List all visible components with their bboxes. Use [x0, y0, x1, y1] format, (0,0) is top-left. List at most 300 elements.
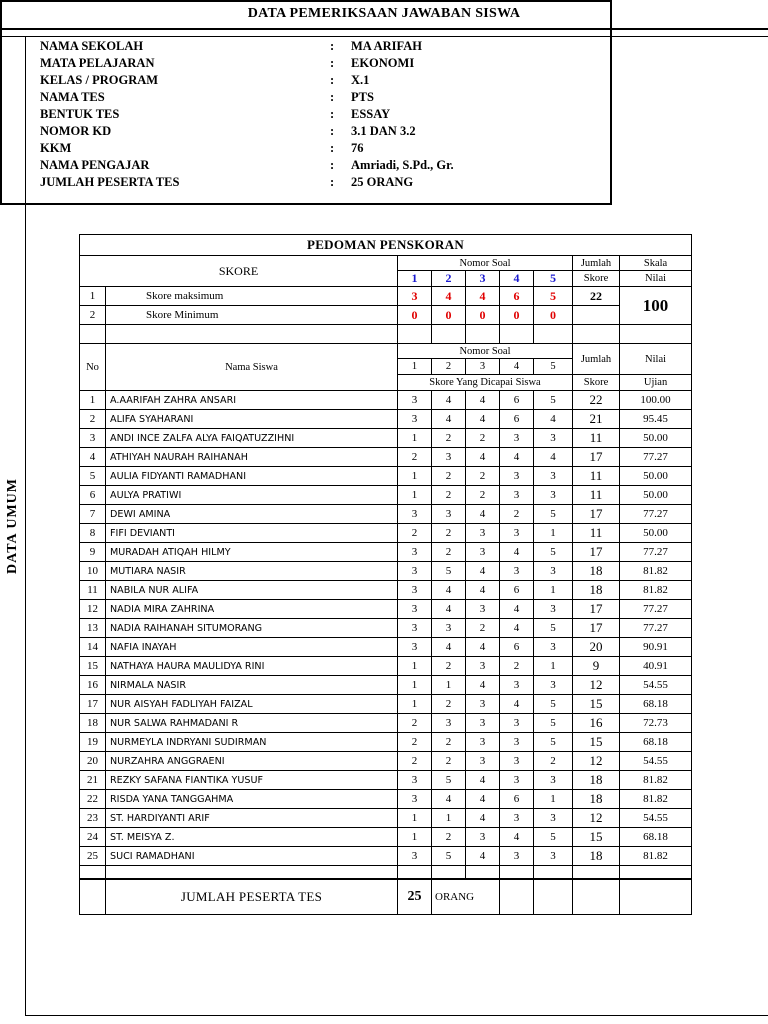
student-score: 2 [398, 448, 432, 467]
student-score: 2 [398, 733, 432, 752]
student-total: 20 [573, 638, 620, 657]
student-number: 24 [80, 828, 106, 847]
student-score: 3 [534, 467, 573, 486]
student-name: NADIA RAIHANAH SITUMORANG [106, 619, 398, 638]
info-label: KKM [40, 141, 72, 155]
footer-unit: ORANG [432, 879, 500, 915]
info-value: Amriadi, S.Pd., Gr. [351, 158, 454, 172]
student-total: 11 [573, 467, 620, 486]
row-label: Skore maksimum [106, 287, 398, 306]
student-score: 1 [534, 524, 573, 543]
student-nilai: 68.18 [620, 733, 692, 752]
student-number: 11 [80, 581, 106, 600]
student-name: FIFI DEVIANTI [106, 524, 398, 543]
student-nilai: 77.27 [620, 505, 692, 524]
student-row [80, 391, 692, 410]
info-colon: : [330, 175, 335, 189]
row-number: 1 [80, 287, 106, 306]
student-number: 15 [80, 657, 106, 676]
student-score: 4 [500, 695, 534, 714]
student-score: 1 [432, 809, 466, 828]
pedoman-title-row [80, 235, 692, 256]
student-score: 2 [432, 733, 466, 752]
soal-number: 2 [432, 271, 466, 287]
student-name: ALIFA SYAHARANI [106, 410, 398, 429]
student-score: 3 [534, 638, 573, 657]
student-name: RISDA YANA TANGGAHMA [106, 790, 398, 809]
max-score: 5 [534, 287, 573, 306]
side-label-column [0, 37, 26, 1015]
student-nilai: 68.18 [620, 695, 692, 714]
max-total: 22 [573, 287, 620, 306]
student-score: 5 [432, 847, 466, 866]
student-score: 3 [432, 714, 466, 733]
student-score: 3 [500, 752, 534, 771]
student-row [80, 619, 692, 638]
info-label: BENTUK TES [40, 107, 120, 121]
student-number: 5 [80, 467, 106, 486]
student-row [80, 410, 692, 429]
student-score: 1 [398, 676, 432, 695]
student-score: 5 [534, 714, 573, 733]
student-score: 3 [500, 771, 534, 790]
student-score: 1 [534, 657, 573, 676]
student-score: 3 [534, 429, 573, 448]
student-total: 21 [573, 410, 620, 429]
student-row [80, 752, 692, 771]
student-score: 2 [432, 752, 466, 771]
student-score: 1 [534, 581, 573, 600]
info-value: ESSAY [351, 107, 391, 121]
min-score: 0 [466, 306, 500, 325]
student-score: 2 [432, 486, 466, 505]
info-label: KELAS / PROGRAM [40, 73, 159, 87]
student-row [80, 828, 692, 847]
student-score: 3 [500, 486, 534, 505]
student-total: 9 [573, 657, 620, 676]
student-number: 3 [80, 429, 106, 448]
student-score: 6 [500, 391, 534, 410]
soal-number: 2 [432, 359, 466, 375]
soal-number: 3 [466, 271, 500, 287]
student-score: 3 [398, 638, 432, 657]
student-nilai: 54.55 [620, 676, 692, 695]
pedoman-header-row [80, 256, 692, 271]
student-row [80, 771, 692, 790]
student-nilai: 50.00 [620, 524, 692, 543]
student-score: 4 [500, 448, 534, 467]
student-score: 3 [432, 619, 466, 638]
skore-subheader: Skore [573, 375, 620, 391]
student-name: NAFIA INAYAH [106, 638, 398, 657]
student-score: 2 [432, 524, 466, 543]
student-score: 4 [466, 505, 500, 524]
nomor-soal-header: Nomor Soal [398, 344, 573, 359]
footer-row [80, 879, 692, 915]
student-nilai: 95.45 [620, 410, 692, 429]
student-score: 1 [534, 790, 573, 809]
min-score: 0 [398, 306, 432, 325]
nilai-header: Nilai [620, 344, 692, 375]
student-score: 3 [534, 809, 573, 828]
student-nilai: 54.55 [620, 752, 692, 771]
student-total: 12 [573, 752, 620, 771]
student-nilai: 54.55 [620, 809, 692, 828]
student-total: 17 [573, 543, 620, 562]
student-score: 4 [432, 638, 466, 657]
student-score: 1 [432, 676, 466, 695]
student-total: 12 [573, 809, 620, 828]
student-nilai: 81.82 [620, 581, 692, 600]
student-score: 4 [432, 790, 466, 809]
student-total: 18 [573, 771, 620, 790]
student-name: NATHAYA HAURA MAULIDYA RINI [106, 657, 398, 676]
student-score: 2 [398, 524, 432, 543]
student-score: 3 [398, 391, 432, 410]
student-name: SUCI RAMADHANI [106, 847, 398, 866]
info-value: 76 [351, 141, 364, 155]
student-name: ST. HARDIYANTI ARIF [106, 809, 398, 828]
info-colon: : [330, 107, 335, 121]
student-score: 1 [398, 695, 432, 714]
student-score: 5 [534, 543, 573, 562]
soal-number: 5 [534, 359, 573, 375]
student-score: 3 [500, 429, 534, 448]
student-name: A.AARIFAH ZAHRA ANSARI [106, 391, 398, 410]
max-score: 6 [500, 287, 534, 306]
student-score: 3 [466, 733, 500, 752]
info-value: 25 ORANG [351, 175, 414, 189]
student-row [80, 448, 692, 467]
side-label: DATA UMUM [4, 478, 20, 574]
info-label: NAMA SEKOLAH [40, 39, 144, 53]
student-row [80, 467, 692, 486]
student-score: 4 [432, 391, 466, 410]
nomor-soal-header: Nomor Soal [398, 256, 573, 271]
soal-number: 4 [500, 359, 534, 375]
student-name: ANDI INCE ZALFA ALYA FAIQATUZZIHNI [106, 429, 398, 448]
max-score: 4 [466, 287, 500, 306]
student-score: 4 [500, 600, 534, 619]
footer-count: 25 [398, 879, 432, 915]
student-name: NURMEYLA INDRYANI SUDIRMAN [106, 733, 398, 752]
student-nilai: 81.82 [620, 562, 692, 581]
row-label: Skore Minimum [106, 306, 398, 325]
no-header: No [80, 344, 106, 391]
student-name: DEWI AMINA [106, 505, 398, 524]
ujian-subheader: Ujian [620, 375, 692, 391]
student-number: 13 [80, 619, 106, 638]
student-score: 3 [466, 543, 500, 562]
student-score: 4 [466, 562, 500, 581]
student-score: 4 [534, 410, 573, 429]
nilai-subheader: Nilai [620, 271, 692, 287]
student-score: 4 [500, 619, 534, 638]
student-score: 3 [534, 676, 573, 695]
row-number: 2 [80, 306, 106, 325]
student-row [80, 543, 692, 562]
student-score: 4 [466, 676, 500, 695]
student-number: 14 [80, 638, 106, 657]
student-name: MURADAH ATIQAH HILMY [106, 543, 398, 562]
info-label: MATA PELAJARAN [40, 56, 155, 70]
student-name: NUR SALWA RAHMADANI R [106, 714, 398, 733]
soal-number: 3 [466, 359, 500, 375]
student-score: 1 [398, 657, 432, 676]
student-number: 9 [80, 543, 106, 562]
student-total: 18 [573, 790, 620, 809]
min-score: 0 [432, 306, 466, 325]
spacer-row [80, 866, 692, 880]
student-total: 11 [573, 524, 620, 543]
student-score: 2 [432, 543, 466, 562]
student-score: 2 [398, 714, 432, 733]
student-score: 3 [466, 828, 500, 847]
student-row [80, 562, 692, 581]
student-row [80, 638, 692, 657]
pedoman-title: PEDOMAN PENSKORAN [80, 235, 692, 256]
student-name: ATHIYAH NAURAH RAIHANAH [106, 448, 398, 467]
student-number: 16 [80, 676, 106, 695]
student-row [80, 790, 692, 809]
student-score: 3 [398, 543, 432, 562]
student-number: 22 [80, 790, 106, 809]
student-number: 20 [80, 752, 106, 771]
student-score: 3 [500, 714, 534, 733]
skore-header: SKORE [80, 256, 398, 287]
student-score: 1 [398, 429, 432, 448]
student-score: 2 [466, 429, 500, 448]
student-score: 6 [500, 790, 534, 809]
info-label: JUMLAH PESERTA TES [40, 175, 180, 189]
student-score: 3 [398, 847, 432, 866]
student-number: 4 [80, 448, 106, 467]
student-score: 4 [466, 410, 500, 429]
student-score: 3 [398, 410, 432, 429]
student-score: 3 [500, 467, 534, 486]
student-nilai: 81.82 [620, 790, 692, 809]
student-name: NADIA MIRA ZAHRINA [106, 600, 398, 619]
info-value: MA ARIFAH [351, 39, 422, 53]
student-score: 2 [500, 505, 534, 524]
student-score: 4 [466, 847, 500, 866]
student-score: 3 [466, 600, 500, 619]
info-colon: : [330, 39, 335, 53]
student-score: 3 [466, 524, 500, 543]
min-score: 0 [500, 306, 534, 325]
divider [25, 1015, 768, 1024]
student-row [80, 847, 692, 866]
student-score: 5 [534, 391, 573, 410]
student-score: 3 [500, 562, 534, 581]
student-score: 2 [432, 429, 466, 448]
student-score: 4 [466, 771, 500, 790]
student-score: 2 [534, 752, 573, 771]
student-score: 6 [500, 638, 534, 657]
student-row [80, 676, 692, 695]
student-row [80, 809, 692, 828]
student-score: 4 [466, 809, 500, 828]
student-name: NIRMALA NASIR [106, 676, 398, 695]
info-colon: : [330, 56, 335, 70]
student-total: 15 [573, 828, 620, 847]
skala-header: Skala [620, 256, 692, 271]
student-number: 12 [80, 600, 106, 619]
pedoman-min-row [80, 306, 692, 325]
student-total: 16 [573, 714, 620, 733]
info-colon: : [330, 90, 335, 104]
student-number: 21 [80, 771, 106, 790]
student-total: 15 [573, 733, 620, 752]
student-score: 3 [534, 771, 573, 790]
student-row [80, 714, 692, 733]
student-number: 1 [80, 391, 106, 410]
student-score: 1 [398, 467, 432, 486]
student-nilai: 90.91 [620, 638, 692, 657]
jumlah-header: Jumlah [573, 256, 620, 271]
student-score: 3 [534, 600, 573, 619]
student-total: 15 [573, 695, 620, 714]
student-score: 1 [398, 486, 432, 505]
min-score: 0 [534, 306, 573, 325]
student-number: 23 [80, 809, 106, 828]
student-total: 18 [573, 847, 620, 866]
student-total: 22 [573, 391, 620, 410]
student-name: NUR AISYAH FADLIYAH FAIZAL [106, 695, 398, 714]
student-score: 3 [500, 676, 534, 695]
student-number: 17 [80, 695, 106, 714]
student-nilai: 81.82 [620, 847, 692, 866]
student-score: 3 [398, 562, 432, 581]
student-row [80, 581, 692, 600]
student-name: REZKY SAFANA FIANTIKA YUSUF [106, 771, 398, 790]
student-total: 18 [573, 562, 620, 581]
student-score: 5 [534, 733, 573, 752]
info-value: PTS [351, 90, 374, 104]
student-nilai: 50.00 [620, 486, 692, 505]
soal-number: 1 [398, 359, 432, 375]
student-nilai: 50.00 [620, 429, 692, 448]
info-label: NAMA PENGAJAR [40, 158, 150, 172]
student-score: 3 [398, 505, 432, 524]
student-name: AULYA PRATIWI [106, 486, 398, 505]
student-total: 17 [573, 600, 620, 619]
info-value: X.1 [351, 73, 370, 87]
student-total: 18 [573, 581, 620, 600]
student-number: 18 [80, 714, 106, 733]
student-nilai: 77.27 [620, 619, 692, 638]
soal-number: 4 [500, 271, 534, 287]
student-score: 3 [500, 847, 534, 866]
student-score: 2 [466, 467, 500, 486]
student-row [80, 486, 692, 505]
student-name: MUTIARA NASIR [106, 562, 398, 581]
student-score: 2 [432, 657, 466, 676]
student-score: 2 [432, 695, 466, 714]
student-row [80, 600, 692, 619]
student-score: 5 [432, 562, 466, 581]
student-score: 4 [466, 391, 500, 410]
max-score: 4 [432, 287, 466, 306]
student-nilai: 68.18 [620, 828, 692, 847]
student-number: 6 [80, 486, 106, 505]
student-score: 2 [432, 828, 466, 847]
student-number: 19 [80, 733, 106, 752]
student-score: 3 [398, 619, 432, 638]
student-score: 3 [398, 771, 432, 790]
info-colon: : [330, 158, 335, 172]
student-nilai: 50.00 [620, 467, 692, 486]
student-score: 4 [432, 581, 466, 600]
info-label: NAMA TES [40, 90, 105, 104]
student-nilai: 81.82 [620, 771, 692, 790]
student-score: 3 [398, 600, 432, 619]
spacer-row [80, 325, 692, 344]
student-score: 4 [432, 410, 466, 429]
student-score: 1 [398, 809, 432, 828]
student-score: 3 [398, 581, 432, 600]
student-row [80, 733, 692, 752]
skore-dicapai-header: Skore Yang Dicapai Siswa [398, 375, 573, 391]
info-value: EKONOMI [351, 56, 415, 70]
student-score: 2 [398, 752, 432, 771]
student-score: 5 [534, 505, 573, 524]
document-title: DATA PEMERIKSAAN JAWABAN SISWA [0, 0, 768, 30]
student-nilai: 72.73 [620, 714, 692, 733]
student-name: AULIA FIDYANTI RAMADHANI [106, 467, 398, 486]
student-score: 3 [466, 714, 500, 733]
student-score: 3 [466, 695, 500, 714]
info-colon: : [330, 73, 335, 87]
info-colon: : [330, 141, 335, 155]
student-score: 4 [466, 581, 500, 600]
info-label: NOMOR KD [40, 124, 112, 138]
student-score: 3 [500, 524, 534, 543]
min-total [573, 306, 620, 325]
student-score: 5 [432, 771, 466, 790]
divider [0, 30, 768, 37]
student-score: 2 [432, 467, 466, 486]
student-score: 6 [500, 581, 534, 600]
student-score: 4 [466, 638, 500, 657]
student-score: 1 [398, 828, 432, 847]
student-score: 6 [500, 410, 534, 429]
student-nilai: 77.27 [620, 448, 692, 467]
student-score: 4 [466, 790, 500, 809]
student-total: 12 [573, 676, 620, 695]
max-score: 3 [398, 287, 432, 306]
student-name: NABILA NUR ALIFA [106, 581, 398, 600]
student-score: 3 [398, 790, 432, 809]
student-score: 5 [534, 828, 573, 847]
student-name: ST. MEISYA Z. [106, 828, 398, 847]
nama-siswa-header: Nama Siswa [106, 344, 398, 391]
student-nilai: 100.00 [620, 391, 692, 410]
student-nilai: 77.27 [620, 600, 692, 619]
student-row [80, 505, 692, 524]
student-row [80, 524, 692, 543]
student-score: 4 [500, 828, 534, 847]
student-score: 2 [500, 657, 534, 676]
student-nilai: 77.27 [620, 543, 692, 562]
info-value: 3.1 DAN 3.2 [351, 124, 416, 138]
student-score: 3 [534, 486, 573, 505]
info-colon: : [330, 124, 335, 138]
student-nilai: 40.91 [620, 657, 692, 676]
student-number: 10 [80, 562, 106, 581]
student-row [80, 429, 692, 448]
student-score: 4 [466, 448, 500, 467]
